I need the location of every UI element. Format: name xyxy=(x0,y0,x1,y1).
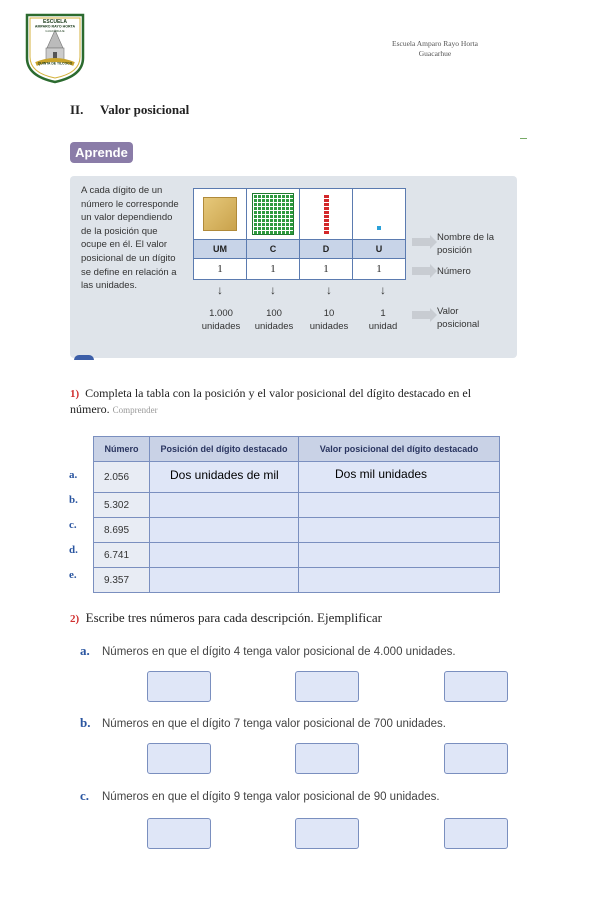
answer-box-2a-2[interactable] xyxy=(295,671,359,702)
aprende-text: A cada dígito de un número le corresponde un valor dependiendo de la posición que ocupe en él. El valor posicional de un dígito se define en relación a las unidades. xyxy=(81,185,179,292)
label-position: Nombre de la posición xyxy=(437,232,495,256)
down-arrow-icon: ↓ xyxy=(217,283,223,297)
question-1-text: Completa la tabla con la posición y el valor posicional del dígito destacado en el número. xyxy=(70,386,472,416)
value-answer-field[interactable]: Dos mil unidades xyxy=(299,462,500,493)
value-d xyxy=(299,307,359,333)
position-answer-field[interactable]: Dos unidades de mil xyxy=(150,462,299,493)
down-arrow-icon: ↓ xyxy=(326,283,332,297)
value-um-num: 1.000 xyxy=(209,308,233,319)
position-answer-field[interactable] xyxy=(150,518,299,543)
number-cell: 8.695 xyxy=(94,518,150,543)
col-header-value: Valor posicional del dígito destacado xyxy=(299,437,500,462)
pv-head-d: D xyxy=(300,240,353,259)
section-number: II. xyxy=(70,102,84,117)
thousand-cube-icon xyxy=(203,197,237,231)
col-header-number: Número xyxy=(94,437,150,462)
question-2c xyxy=(80,788,440,804)
hundred-block-cell xyxy=(247,189,300,240)
label-number: Número xyxy=(437,266,471,277)
section-title-text: Valor posicional xyxy=(100,102,190,117)
school-logo xyxy=(24,12,86,84)
number-cell: 2.056 xyxy=(94,462,150,493)
pv-head-c: C xyxy=(247,240,300,259)
table-row xyxy=(94,568,500,593)
number-cell: 6.741 xyxy=(94,543,150,568)
table-row xyxy=(94,462,500,493)
value-c xyxy=(244,307,304,333)
row-label: b. xyxy=(69,494,78,506)
unit-block-cell xyxy=(353,189,406,240)
pv-digit-um: 1 xyxy=(194,259,247,280)
answer-box-2a-3[interactable] xyxy=(444,671,508,702)
answer-box-2c-1[interactable] xyxy=(147,818,211,849)
value-answer-field[interactable] xyxy=(299,493,500,518)
value-d-num: 10 xyxy=(323,308,335,319)
school-place: Guacarhue xyxy=(418,49,452,58)
table-row xyxy=(94,493,500,518)
subq-text: Números en que el dígito 4 tenga valor posicional de 4.000 unidades. xyxy=(102,646,456,658)
aprende-badge: Aprende xyxy=(70,142,133,163)
ten-block-cell xyxy=(300,189,353,240)
right-arrow-icon xyxy=(412,267,430,275)
pv-head-u: U xyxy=(353,240,406,259)
row-label: c. xyxy=(69,519,77,531)
col-header-position: Posición del dígito destacado xyxy=(150,437,299,462)
section-title xyxy=(70,102,189,118)
question-1 xyxy=(70,386,490,418)
position-answer-field[interactable] xyxy=(150,568,299,593)
value-d-unit: unidades xyxy=(309,321,349,332)
subq-text: Números en que el dígito 7 tenga valor posicional de 700 unidades. xyxy=(102,718,446,730)
logo-text-1: ESCUELA xyxy=(43,19,67,25)
school-name: Escuela Amparo Rayo Horta xyxy=(391,39,478,48)
pv-digit-d: 1 xyxy=(300,259,353,280)
right-arrow-icon xyxy=(412,311,430,319)
question-2 xyxy=(70,610,382,626)
q1-answer-table xyxy=(93,436,500,593)
answer-box-2c-3[interactable] xyxy=(444,818,508,849)
row-label: a. xyxy=(69,469,78,481)
answer-box-2b-2[interactable] xyxy=(295,743,359,774)
value-u-unit: unidad xyxy=(368,321,398,332)
logo-text-2: AMPARO RAYO HORTA xyxy=(34,24,76,29)
subq-label: a. xyxy=(80,643,90,658)
school-header xyxy=(380,39,490,59)
pv-digit-c: 1 xyxy=(247,259,300,280)
unit-cube-icon xyxy=(377,226,381,230)
logo-text-3: GUACARHUE xyxy=(45,29,65,33)
value-c-unit: unidades xyxy=(254,321,294,332)
value-um-unit: unidades xyxy=(201,321,241,332)
position-answer-field[interactable] xyxy=(150,493,299,518)
thousand-block-cell xyxy=(194,189,247,240)
question-2-number: 2) xyxy=(70,613,80,625)
number-cell: 9.357 xyxy=(94,568,150,593)
question-1-number: 1) xyxy=(70,388,80,400)
subq-label: c. xyxy=(80,788,90,803)
table-row xyxy=(94,543,500,568)
pv-digit-u: 1 xyxy=(353,259,406,280)
down-arrow-icon: ↓ xyxy=(270,283,276,297)
table-row xyxy=(94,518,500,543)
value-c-num: 100 xyxy=(266,308,282,319)
answer-box-2b-3[interactable] xyxy=(444,743,508,774)
place-value-table xyxy=(193,188,406,280)
right-arrow-icon xyxy=(412,238,430,246)
answer-box-2b-1[interactable] xyxy=(147,743,211,774)
label-value: Valor posicional xyxy=(437,306,480,330)
value-answer-field[interactable] xyxy=(299,568,500,593)
question-2a xyxy=(80,643,456,659)
number-cell: 5.302 xyxy=(94,493,150,518)
answer-box-2a-1[interactable] xyxy=(147,671,211,702)
down-arrow-icon: ↓ xyxy=(380,283,386,297)
value-um xyxy=(191,307,251,333)
value-answer-field[interactable] xyxy=(299,543,500,568)
question-1-tag: Comprender xyxy=(112,405,158,415)
question-2b xyxy=(80,715,446,731)
row-label: e. xyxy=(69,569,77,581)
row-labels xyxy=(69,463,81,588)
hundred-flat-icon xyxy=(252,193,294,235)
pv-head-um: UM xyxy=(194,240,247,259)
question-2-text: Escribe tres números para cada descripción. Ejemplificar xyxy=(85,610,383,625)
value-answer-field[interactable] xyxy=(299,518,500,543)
logo-text-4: QUINTA DE TILCOCO xyxy=(37,61,73,66)
decorative-tab xyxy=(74,355,94,360)
ten-rod-icon xyxy=(324,194,329,234)
row-label: d. xyxy=(69,544,78,556)
value-u xyxy=(353,307,413,333)
position-answer-field[interactable] xyxy=(150,543,299,568)
subq-text: Números en que el dígito 9 tenga valor posicional de 90 unidades. xyxy=(102,791,440,803)
decorative-mark xyxy=(520,138,527,139)
subq-label: b. xyxy=(80,715,91,730)
value-u-num: 1 xyxy=(380,308,386,319)
answer-box-2c-2[interactable] xyxy=(295,818,359,849)
